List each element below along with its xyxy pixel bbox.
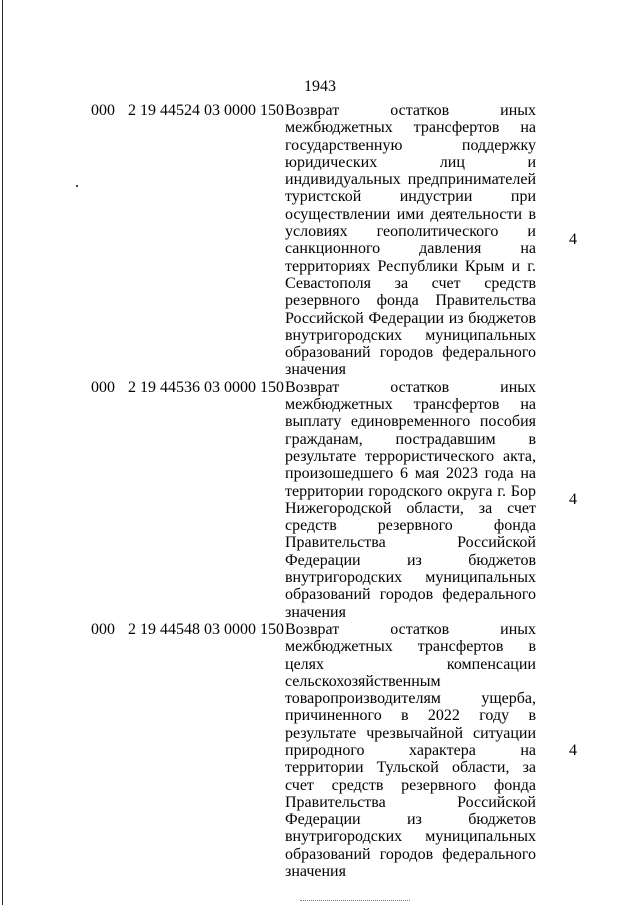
page-number: 1943: [304, 78, 336, 95]
row-description: Возврат остатков иных межбюджетных трансфертов на государственную поддержку юридических лиц и индивидуальных предпринимателей туристской индустрии при осуществлении ими деятельности в условиях геополитического и санкционного давления на территориях Республики Крым и г. Севастополя за счет средств резервного фонда Правительства Российской Федерации из бюджетов внутригородских муниципальных образований городов федерального значения: [285, 102, 536, 379]
budget-classification-code: 2 19 44524 03 0000 150: [128, 102, 284, 119]
admin-code: 000: [91, 378, 115, 396]
row-value: 4: [569, 490, 577, 508]
admin-code: 000: [91, 102, 115, 119]
table-row: [0, 102, 640, 379]
table-row: [0, 379, 640, 621]
budget-codes-table: [0, 102, 640, 880]
table-row: [0, 621, 640, 880]
budget-classification-code: 2 19 44548 03 0000 150: [128, 620, 284, 638]
row-description: Возврат остатков иных межбюджетных трансфертов в целях компенсации сельскохозяйственным товаропроизводителям ущерба, причиненного в 2022 году в результате чрезвычайной ситуации природного характера на территории Тульской области, за счет средств резервного фонда Правительства Российской Федерации из бюджетов внутригородских муниципальных образований городов федерального значения: [285, 620, 536, 881]
scan-footer-mark: [300, 900, 410, 903]
row-value: 4: [569, 741, 577, 759]
budget-classification-code: 2 19 44536 03 0000 150: [128, 378, 284, 396]
row-value: 4: [569, 231, 577, 249]
row-description: Возврат остатков иных межбюджетных трансфертов на выплату единовременного пособия гражданам, пострадавшим в результате террористического акта, произошедшего 6 мая 2023 года на территории городского округа г. Бор Нижегородской области, за счет средств резервного фонда Правительства Российской Федерации из бюджетов внутригородских муниципальных образований городов федерального значения: [285, 378, 536, 621]
admin-code: 000: [91, 620, 115, 638]
